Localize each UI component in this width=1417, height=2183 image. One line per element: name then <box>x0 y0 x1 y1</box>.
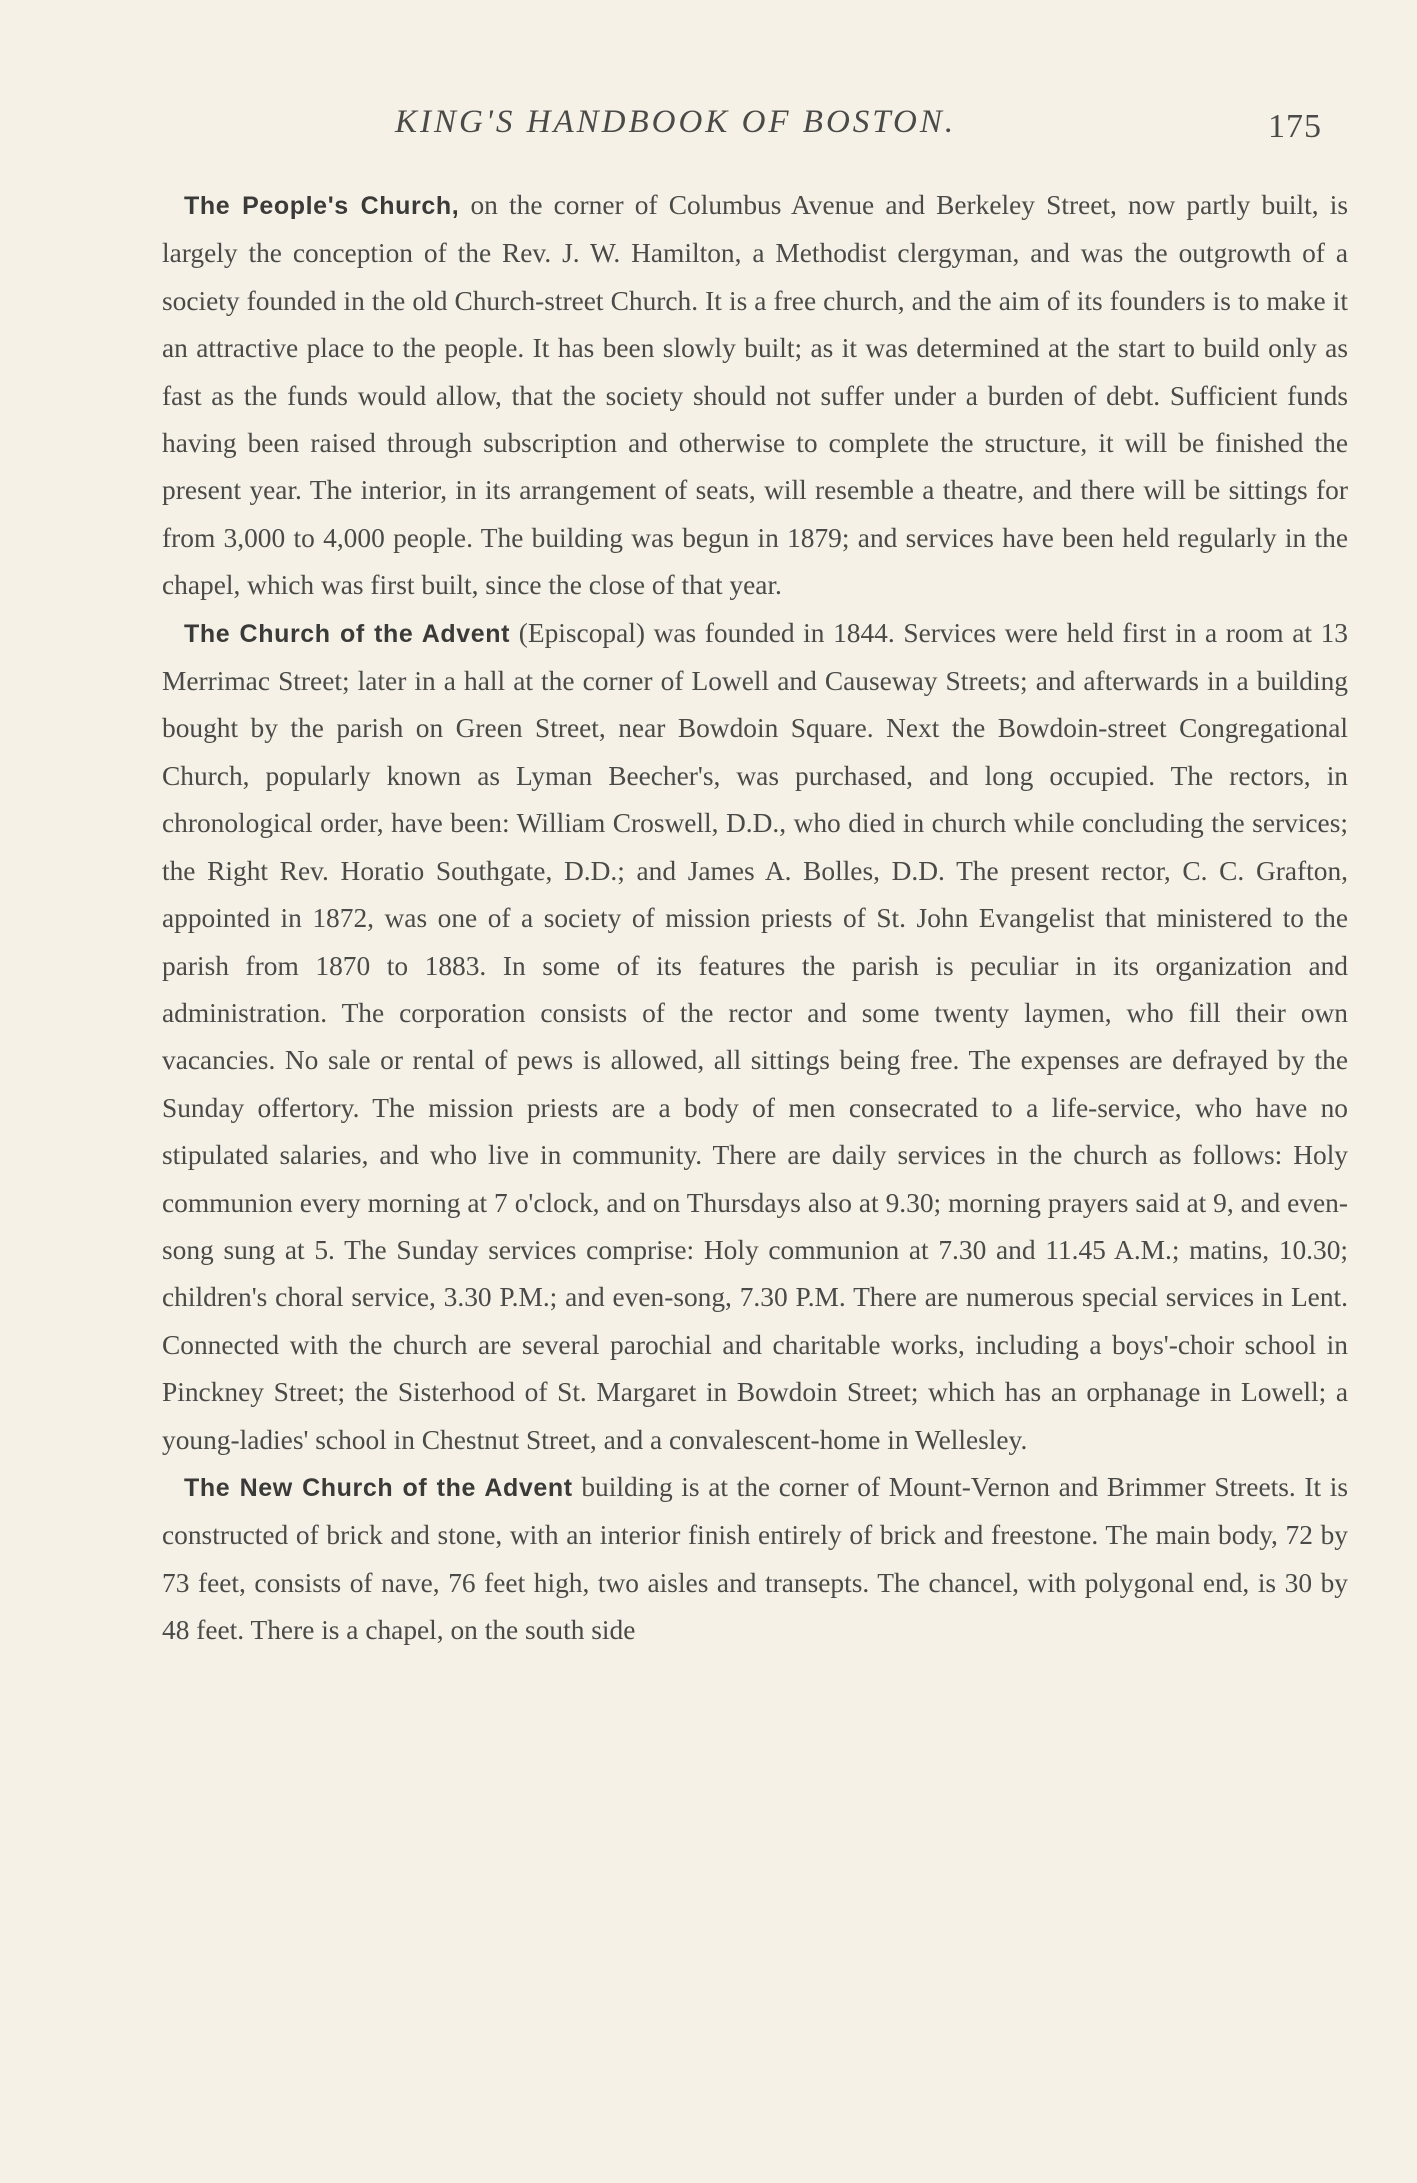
body-text <box>162 182 1348 1655</box>
paragraph-text: (Episcopal) was founded in 1844. Services were held first in a room at 13 Merrimac Street; later in a hall at the corner of Lowell and Causeway Streets; and afterwards in a building bought by the parish on Green Street, near Bowdoin Square. Next the Bowdoin-street Congregational Church, popularly known as Lyman Beecher's, was purchased, and long occupied. The rectors, in chronological order, have been: William Croswell, D.D., who died in church while concluding the services; the Right Rev. Horatio Southgate, D.D.; and James A. Bolles, D.D. The present rector, C. C. Grafton, appointed in 1872, was one of a society of mission priests of St. John Evangelist that ministered to the parish from 1870 to 1883. In some of its features the parish is peculiar in its organization and administration. The corporation consists of the rector and some twenty laymen, who fill their own vacancies. No sale or rental of pews is allowed, all sittings being free. The expenses are defrayed by the Sunday offertory. The mission priests are a body of men consecrated to a life-service, who have no stipulated salaries, and who live in community. There are daily services in the church as follows: Holy communion every morning at 7 o'clock, and on Thursdays also at 9.30; morning prayers said at 9, and even-song sung at 5. The Sunday services comprise: Holy communion at 7.30 and 11.45 A.M.; matins, 10.30; children's choral service, 3.30 P.M.; and even-song, 7.30 P.M. There are numerous special services in Lent. Connected with the church are several parochial and charitable works, including a boys'-choir school in Pinckney Street; the Sisterhood of St. Margaret in Bowdoin Street; which has an orphanage in Lowell; a young-ladies' school in Chestnut Street, and a convalescent-home in Wellesley. <box>162 617 1348 1455</box>
running-head <box>165 100 1340 160</box>
page-number: 175 <box>1268 108 1322 145</box>
paragraph-peoples-church <box>162 182 1348 610</box>
paragraph-lead: The New Church of the Advent <box>184 1473 573 1502</box>
paragraph-text: on the corner of Columbus Avenue and Berkeley Street, now partly built, is largely the conception of the Rev. J. W. Hamilton, a Methodist clergyman, and was the outgrowth of a society founded in the old Church-street Church. It is a free church, and the aim of its founders is to make it an attractive place to the people. It has been slowly built; as it was determined at the start to build only as fast as the funds would allow, that the society should not suffer under a burden of debt. Sufficient funds having been raised through subscription and otherwise to complete the structure, it will be finished the present year. The interior, in its arrangement of seats, will resemble a theatre, and there will be sittings for from 3,000 to 4,000 people. The building was begun in 1879; and services have been held regularly in the chapel, which was first built, since the close of that year. <box>162 190 1348 601</box>
running-title: KING'S HANDBOOK OF BOSTON. <box>395 104 957 140</box>
paragraph-lead: The People's Church, <box>184 192 460 220</box>
paragraph-new-church-of-the-advent <box>162 1464 1348 1655</box>
paragraph-church-of-the-advent <box>162 610 1348 1464</box>
paragraph-text: building is at the corner of Mount-Vernon and Brimmer Streets. It is constructed of brick and stone, with an interior finish entirely of brick and freestone. The main body, 72 by 73 feet, consists of nave, 76 feet high, two aisles and transepts. The chancel, with polygonal end, is 30 by 48 feet. There is a chapel, on the south side <box>162 1471 1349 1646</box>
paragraph-lead: The Church of the Advent <box>184 619 511 648</box>
